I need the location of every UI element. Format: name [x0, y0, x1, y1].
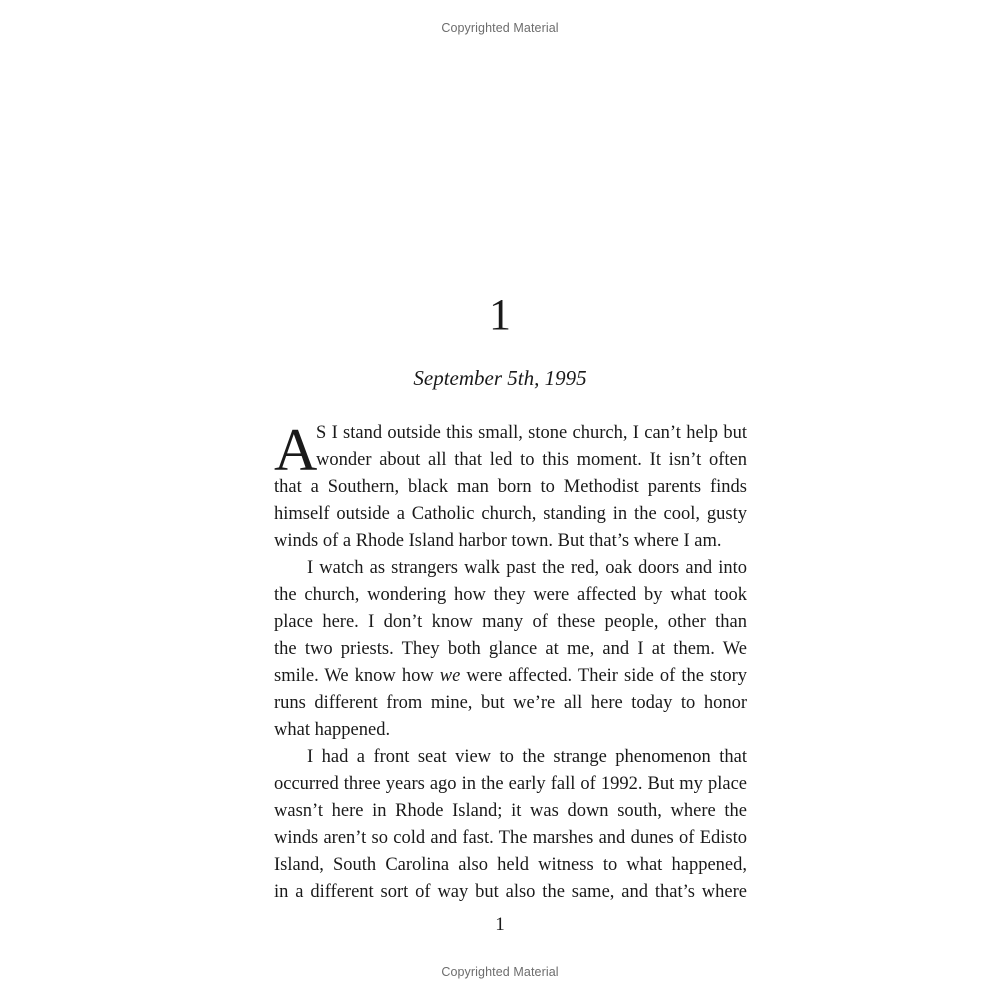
copyright-watermark-bottom: Copyrighted Material [441, 965, 559, 979]
text-segment: smile. We know how [274, 666, 440, 686]
drop-cap: A [274, 417, 318, 483]
text-line: the two priests. They both glance at me, and I at them. We [274, 639, 747, 659]
chapter-body-text [274, 417, 747, 906]
chapter-date: September 5th, 1995 [413, 366, 587, 390]
text-line: himself outside a Catholic church, standing in the cool, gusty [274, 504, 747, 524]
text-line: I had a front seat view to the strange phenomenon that [307, 747, 747, 767]
text-line: place here. I don’t know many of these people, other than [274, 612, 747, 632]
chapter-number: 1 [489, 290, 511, 339]
text-line: S I stand outside this small, stone church, I can’t help but [316, 423, 747, 443]
copyright-watermark-top: Copyrighted Material [441, 21, 559, 35]
text-line: wasn’t here in Rhode Island; it was down south, where the [274, 801, 747, 821]
text-line: I watch as strangers walk past the red, oak doors and into [307, 558, 747, 578]
text-line: in a different sort of way but also the same, and that’s where [274, 882, 747, 902]
text-line: Island, South Carolina also held witness to what happened, [274, 855, 747, 875]
text-line: occurred three years ago in the early fall of 1992. But my place [274, 774, 747, 794]
text-segment: were affected. Their side of the story [460, 666, 747, 686]
text-line [274, 663, 747, 690]
page-number: 1 [495, 914, 505, 935]
emphasis-text: we [439, 666, 461, 686]
text-line: what happened. [274, 720, 391, 740]
text-line: that a Southern, black man born to Methodist parents finds [274, 477, 747, 497]
text-line: wonder about all that led to this moment. It isn’t often [316, 450, 747, 470]
text-line: runs different from mine, but we’re all here today to honor [274, 693, 747, 713]
text-line: winds aren’t so cold and fast. The marshes and dunes of Edisto [274, 828, 747, 848]
text-line: winds of a Rhode Island harbor town. But that’s where I am. [274, 531, 722, 551]
text-line: the church, wondering how they were affected by what took [274, 585, 747, 605]
